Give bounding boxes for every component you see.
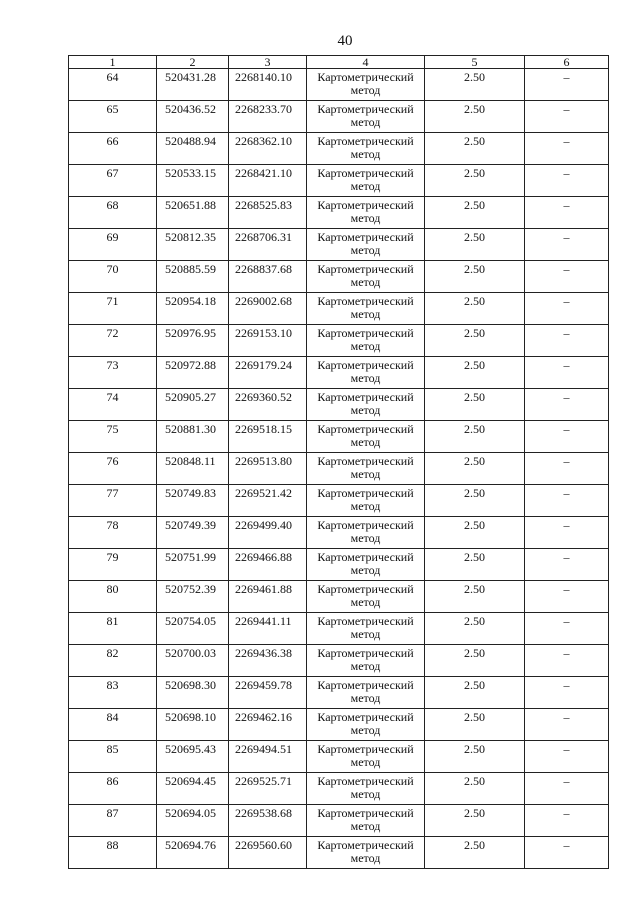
method-cell: Картометрический метод: [307, 837, 425, 869]
table-row: [69, 453, 609, 485]
x-coordinate-cell: 520976.95: [157, 325, 229, 357]
table-row: [69, 357, 609, 389]
y-coordinate-cell: 2269499.40: [229, 517, 307, 549]
x-coordinate-cell: 520694.45: [157, 773, 229, 805]
table-row: [69, 709, 609, 741]
note-cell: –: [525, 133, 609, 165]
x-coordinate-cell: 520905.27: [157, 389, 229, 421]
x-coordinate-cell: 520700.03: [157, 645, 229, 677]
note-cell: –: [525, 165, 609, 197]
table-row: [69, 133, 609, 165]
accuracy-cell: 2.50: [425, 485, 525, 517]
method-cell: Картометрический метод: [307, 645, 425, 677]
method-cell: Картометрический метод: [307, 613, 425, 645]
point-number-cell: 87: [69, 805, 157, 837]
note-cell: –: [525, 453, 609, 485]
table-row: [69, 421, 609, 453]
point-number-cell: 73: [69, 357, 157, 389]
y-coordinate-cell: 2269002.68: [229, 293, 307, 325]
point-number-cell: 79: [69, 549, 157, 581]
point-number-cell: 78: [69, 517, 157, 549]
x-coordinate-cell: 520695.43: [157, 741, 229, 773]
point-number-cell: 69: [69, 229, 157, 261]
y-coordinate-cell: 2269462.16: [229, 709, 307, 741]
note-cell: –: [525, 613, 609, 645]
note-cell: –: [525, 261, 609, 293]
accuracy-cell: 2.50: [425, 677, 525, 709]
x-coordinate-cell: 520848.11: [157, 453, 229, 485]
x-coordinate-cell: 520812.35: [157, 229, 229, 261]
method-cell: Картометрический метод: [307, 677, 425, 709]
point-number-cell: 65: [69, 101, 157, 133]
x-coordinate-cell: 520751.99: [157, 549, 229, 581]
method-cell: Картометрический метод: [307, 517, 425, 549]
x-coordinate-cell: 520885.59: [157, 261, 229, 293]
y-coordinate-cell: 2269538.68: [229, 805, 307, 837]
table-row: [69, 741, 609, 773]
table-row: [69, 101, 609, 133]
table-row: [69, 581, 609, 613]
method-cell: Картометрический метод: [307, 229, 425, 261]
note-cell: –: [525, 421, 609, 453]
note-cell: –: [525, 357, 609, 389]
column-header: 3: [229, 56, 307, 69]
y-coordinate-cell: 2269179.24: [229, 357, 307, 389]
method-cell: Картометрический метод: [307, 293, 425, 325]
accuracy-cell: 2.50: [425, 165, 525, 197]
column-header: 2: [157, 56, 229, 69]
point-number-cell: 85: [69, 741, 157, 773]
method-cell: Картометрический метод: [307, 197, 425, 229]
point-number-cell: 80: [69, 581, 157, 613]
x-coordinate-cell: 520436.52: [157, 101, 229, 133]
accuracy-cell: 2.50: [425, 517, 525, 549]
page-number: 40: [337, 33, 353, 49]
accuracy-cell: 2.50: [425, 453, 525, 485]
y-coordinate-cell: 2268706.31: [229, 229, 307, 261]
method-cell: Картометрический метод: [307, 773, 425, 805]
note-cell: –: [525, 293, 609, 325]
y-coordinate-cell: 2269560.60: [229, 837, 307, 869]
y-coordinate-cell: 2268362.10: [229, 133, 307, 165]
accuracy-cell: 2.50: [425, 69, 525, 101]
y-coordinate-cell: 2269521.42: [229, 485, 307, 517]
method-cell: Картометрический метод: [307, 165, 425, 197]
x-coordinate-cell: 520694.76: [157, 837, 229, 869]
point-number-cell: 83: [69, 677, 157, 709]
y-coordinate-cell: 2269441.11: [229, 613, 307, 645]
method-cell: Картометрический метод: [307, 709, 425, 741]
y-coordinate-cell: 2268525.83: [229, 197, 307, 229]
x-coordinate-cell: 520533.15: [157, 165, 229, 197]
accuracy-cell: 2.50: [425, 837, 525, 869]
y-coordinate-cell: 2269518.15: [229, 421, 307, 453]
accuracy-cell: 2.50: [425, 133, 525, 165]
x-coordinate-cell: 520488.94: [157, 133, 229, 165]
table-row: [69, 229, 609, 261]
accuracy-cell: 2.50: [425, 357, 525, 389]
y-coordinate-cell: 2269459.78: [229, 677, 307, 709]
y-coordinate-cell: 2268233.70: [229, 101, 307, 133]
note-cell: –: [525, 197, 609, 229]
x-coordinate-cell: 520749.39: [157, 517, 229, 549]
x-coordinate-cell: 520881.30: [157, 421, 229, 453]
table-row: [69, 197, 609, 229]
table-row: [69, 773, 609, 805]
x-coordinate-cell: 520972.88: [157, 357, 229, 389]
point-number-cell: 74: [69, 389, 157, 421]
note-cell: –: [525, 485, 609, 517]
x-coordinate-cell: 520651.88: [157, 197, 229, 229]
note-cell: –: [525, 645, 609, 677]
point-number-cell: 86: [69, 773, 157, 805]
accuracy-cell: 2.50: [425, 229, 525, 261]
table-row: [69, 805, 609, 837]
point-number-cell: 67: [69, 165, 157, 197]
accuracy-cell: 2.50: [425, 261, 525, 293]
note-cell: –: [525, 517, 609, 549]
note-cell: –: [525, 805, 609, 837]
y-coordinate-cell: 2269494.51: [229, 741, 307, 773]
point-number-cell: 68: [69, 197, 157, 229]
point-number-cell: 70: [69, 261, 157, 293]
accuracy-cell: 2.50: [425, 325, 525, 357]
point-number-cell: 75: [69, 421, 157, 453]
table-row: [69, 293, 609, 325]
y-coordinate-cell: 2269513.80: [229, 453, 307, 485]
method-cell: Картометрический метод: [307, 133, 425, 165]
point-number-cell: 84: [69, 709, 157, 741]
point-number-cell: 71: [69, 293, 157, 325]
method-cell: Картометрический метод: [307, 805, 425, 837]
table-row: [69, 389, 609, 421]
accuracy-cell: 2.50: [425, 421, 525, 453]
y-coordinate-cell: 2269525.71: [229, 773, 307, 805]
method-cell: Картометрический метод: [307, 485, 425, 517]
note-cell: –: [525, 581, 609, 613]
y-coordinate-cell: 2269466.88: [229, 549, 307, 581]
note-cell: –: [525, 709, 609, 741]
method-cell: Картометрический метод: [307, 453, 425, 485]
method-cell: Картометрический метод: [307, 581, 425, 613]
table-row: [69, 613, 609, 645]
accuracy-cell: 2.50: [425, 389, 525, 421]
column-header: 6: [525, 56, 609, 69]
coordinates-table: [68, 55, 609, 869]
table-row: [69, 325, 609, 357]
accuracy-cell: 2.50: [425, 197, 525, 229]
accuracy-cell: 2.50: [425, 805, 525, 837]
method-cell: Картометрический метод: [307, 325, 425, 357]
note-cell: –: [525, 773, 609, 805]
note-cell: –: [525, 741, 609, 773]
table-row: [69, 677, 609, 709]
x-coordinate-cell: 520749.83: [157, 485, 229, 517]
method-cell: Картометрический метод: [307, 101, 425, 133]
column-header: 4: [307, 56, 425, 69]
accuracy-cell: 2.50: [425, 709, 525, 741]
y-coordinate-cell: 2268140.10: [229, 69, 307, 101]
table-body: [69, 69, 609, 869]
point-number-cell: 88: [69, 837, 157, 869]
y-coordinate-cell: 2268837.68: [229, 261, 307, 293]
accuracy-cell: 2.50: [425, 613, 525, 645]
point-number-cell: 76: [69, 453, 157, 485]
note-cell: –: [525, 549, 609, 581]
table-row: [69, 485, 609, 517]
point-number-cell: 77: [69, 485, 157, 517]
note-cell: –: [525, 69, 609, 101]
x-coordinate-cell: 520698.10: [157, 709, 229, 741]
accuracy-cell: 2.50: [425, 549, 525, 581]
accuracy-cell: 2.50: [425, 581, 525, 613]
column-header: 5: [425, 56, 525, 69]
y-coordinate-cell: 2269360.52: [229, 389, 307, 421]
point-number-cell: 64: [69, 69, 157, 101]
table-row: [69, 645, 609, 677]
y-coordinate-cell: 2269461.88: [229, 581, 307, 613]
point-number-cell: 72: [69, 325, 157, 357]
x-coordinate-cell: 520754.05: [157, 613, 229, 645]
note-cell: –: [525, 229, 609, 261]
note-cell: –: [525, 325, 609, 357]
x-coordinate-cell: 520431.28: [157, 69, 229, 101]
accuracy-cell: 2.50: [425, 101, 525, 133]
point-number-cell: 81: [69, 613, 157, 645]
note-cell: –: [525, 837, 609, 869]
table-row: [69, 517, 609, 549]
x-coordinate-cell: 520694.05: [157, 805, 229, 837]
note-cell: –: [525, 389, 609, 421]
method-cell: Картометрический метод: [307, 69, 425, 101]
method-cell: Картометрический метод: [307, 549, 425, 581]
table-row: [69, 261, 609, 293]
table-row: [69, 837, 609, 869]
x-coordinate-cell: 520954.18: [157, 293, 229, 325]
accuracy-cell: 2.50: [425, 773, 525, 805]
point-number-cell: 66: [69, 133, 157, 165]
method-cell: Картометрический метод: [307, 741, 425, 773]
note-cell: –: [525, 101, 609, 133]
note-cell: –: [525, 677, 609, 709]
y-coordinate-cell: 2269436.38: [229, 645, 307, 677]
accuracy-cell: 2.50: [425, 741, 525, 773]
method-cell: Картометрический метод: [307, 261, 425, 293]
column-header: 1: [69, 56, 157, 69]
accuracy-cell: 2.50: [425, 293, 525, 325]
table-header-row: [69, 56, 609, 69]
method-cell: Картометрический метод: [307, 421, 425, 453]
point-number-cell: 82: [69, 645, 157, 677]
y-coordinate-cell: 2268421.10: [229, 165, 307, 197]
table-row: [69, 549, 609, 581]
table-row: [69, 69, 609, 101]
table-row: [69, 165, 609, 197]
method-cell: Картометрический метод: [307, 357, 425, 389]
accuracy-cell: 2.50: [425, 645, 525, 677]
y-coordinate-cell: 2269153.10: [229, 325, 307, 357]
x-coordinate-cell: 520698.30: [157, 677, 229, 709]
method-cell: Картометрический метод: [307, 389, 425, 421]
x-coordinate-cell: 520752.39: [157, 581, 229, 613]
